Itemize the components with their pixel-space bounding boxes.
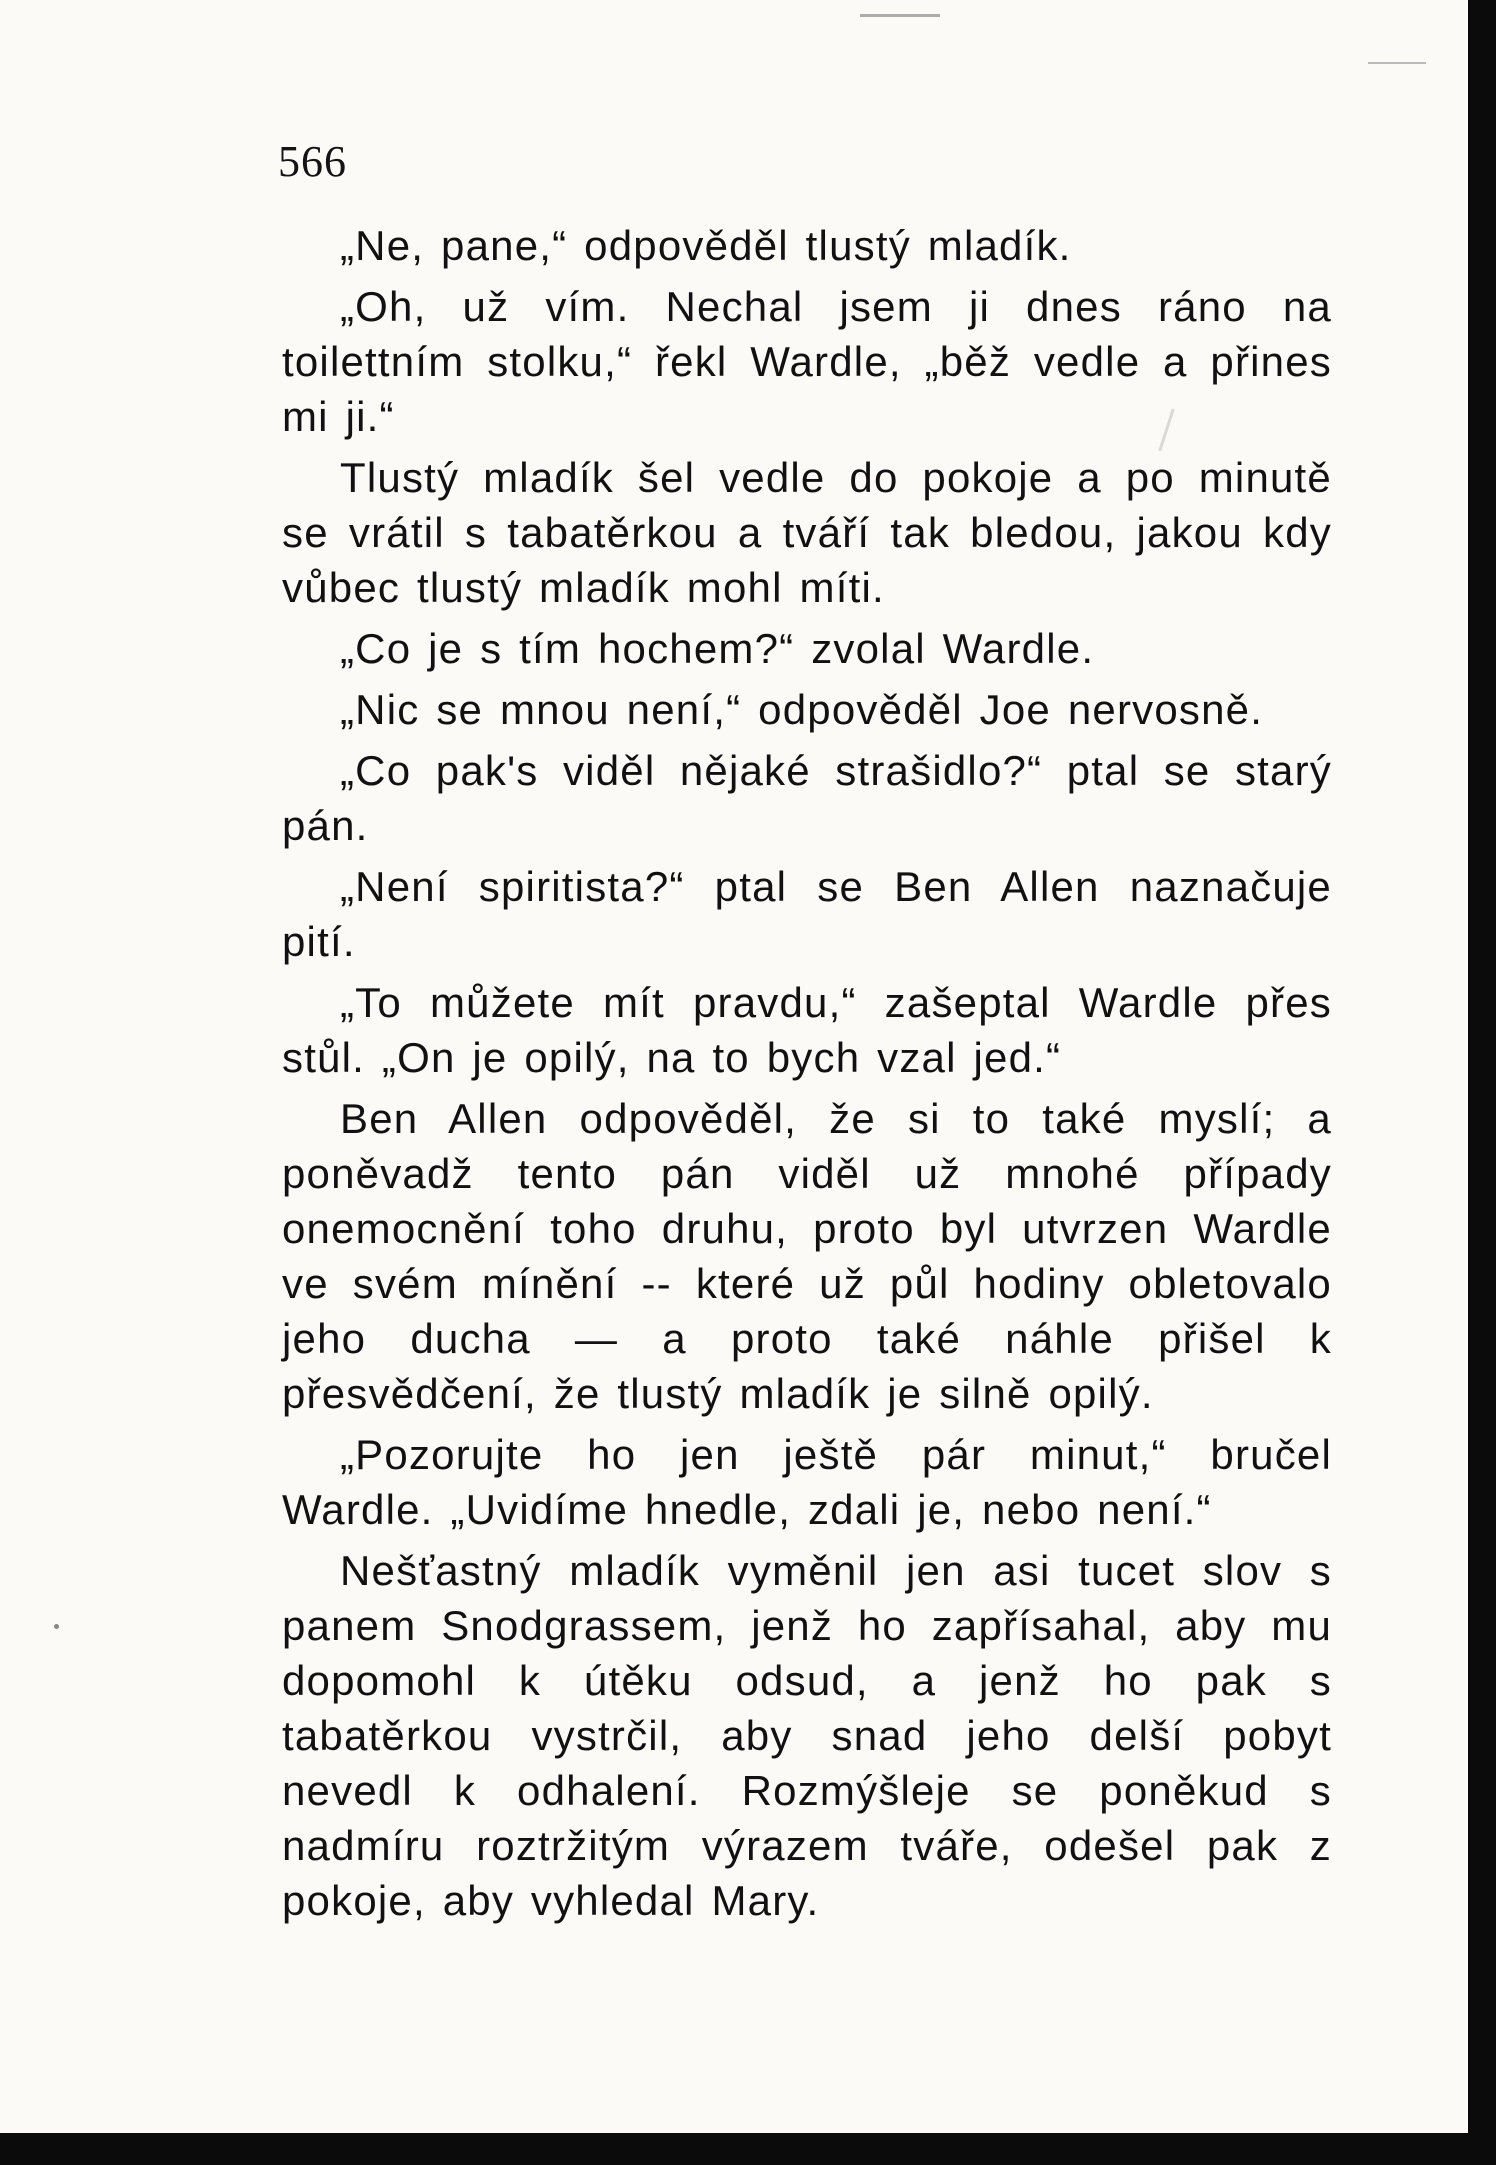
paragraph: „To můžete mít pravdu,“ zašeptal Wardle přes stůl. „On je opilý, na to bych vzal jed.“ — [282, 979, 1332, 1081]
body-text — [282, 218, 1332, 1934]
paragraph: „Oh, už vím. Nechal jsem ji dnes ráno na toilettním stolku,“ řekl Wardle, „běž vedle a přines mi ji.“ — [282, 283, 1332, 440]
paragraph: „Ne, pane,“ odpověděl tlustý mladík. — [340, 222, 1072, 269]
paragraph: „Není spiritista?“ ptal se Ben Allen naznačuje pití. — [282, 863, 1332, 965]
page-number: 566 — [278, 137, 347, 186]
paragraph: „Pozorujte ho jen ještě pár minut,“ bručel Wardle. „Uvidíme hnedle, zdali je, nebo není.“ — [282, 1431, 1332, 1533]
scan-artifact-right — [1368, 62, 1426, 64]
scan-artifact-top — [860, 14, 940, 17]
paragraph: „Nic se mnou není,“ odpověděl Joe nervosně. — [340, 686, 1264, 733]
scan-artifact-dot — [54, 1624, 59, 1629]
paragraph: Nešťastný mladík vyměnil jen asi tucet slov s panem Snodgrassem, jenž ho zapřísahal, aby mu dopomohl k útěku odsud, a jenž ho pak s tabatěrkou vystrčil, aby snad jeho delší pobyt nevedl k odhalení. Rozmýšleje se poněkud s nadmíru roztržitým výrazem tváře, odešel pak z pokoje, aby vyhledal Mary. — [282, 1547, 1332, 1924]
paragraph: „Co pak's viděl nějaké strašidlo?“ ptal se starý pán. — [282, 747, 1332, 849]
paragraph: Tlustý mladík šel vedle do pokoje a po minutě se vrátil s tabatěrkou a tváří tak bledou, jakou kdy vůbec tlustý mladík mohl míti. — [282, 454, 1332, 611]
paragraph: „Co je s tím hochem?“ zvolal Wardle. — [340, 625, 1095, 672]
paragraph: Ben Allen odpověděl, že si to také myslí; a poněvadž tento pán viděl už mnohé případy onemocnění toho druhu, proto byl utvrzen Wardle ve svém mínění -- které už půl hodiny obletovalo jeho ducha — a proto také náhle přišel k přesvědčení, že tlustý mladík je silně opilý. — [282, 1095, 1332, 1417]
